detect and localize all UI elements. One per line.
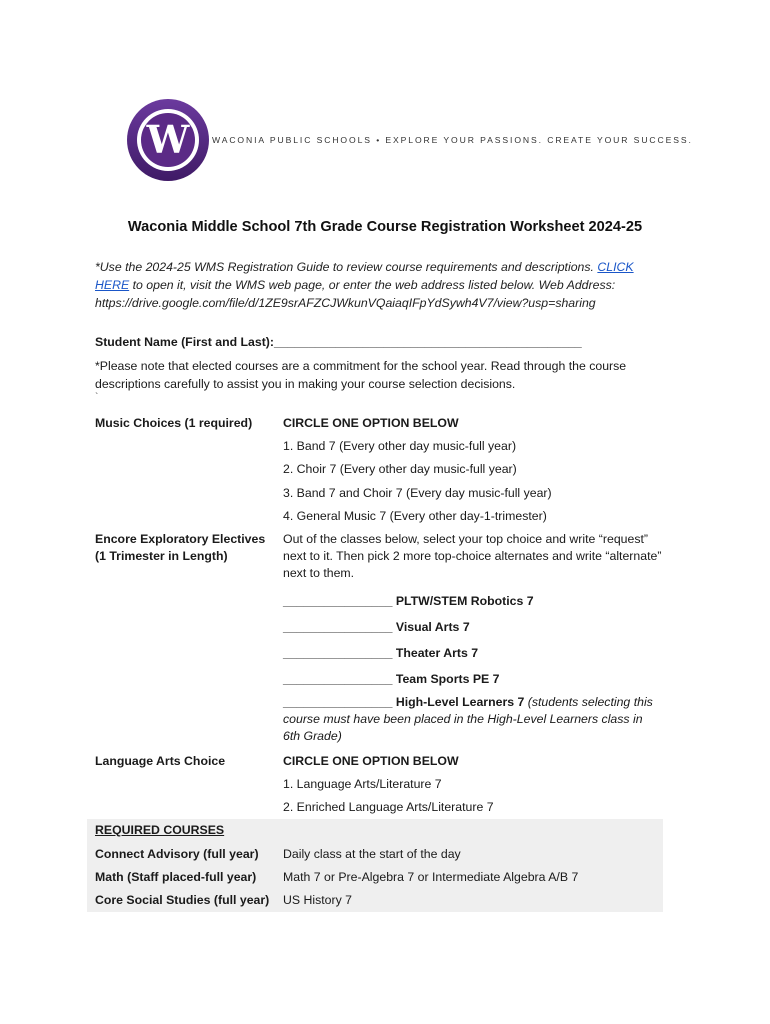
intro-text: *Use the 2024-25 WMS Registration Guide to review course requirements and descriptions. CLICK HERE to open it, visit the WMS web page, or enter the web address listed below. Web Address: https://drive.google.com/file/d/1ZE9srAFZCJWkunVQaiaqIFpYdSywh4V7/view?usp=sharing: [95, 260, 634, 310]
music-option-band-choir[interactable]: 3. Band 7 and Choir 7 (Every day music-full year): [283, 486, 552, 500]
school-tagline: WACONIA PUBLIC SCHOOLS • EXPLORE YOUR PASSIONS. CREATE YOUR SUCCESS.: [212, 135, 693, 145]
music-option-band[interactable]: 1. Band 7 (Every other day music-full year): [283, 439, 517, 453]
page-title: Waconia Middle School 7th Grade Course Registration Worksheet 2024-25: [127, 219, 643, 235]
music-instruction: CIRCLE ONE OPTION BELOW: [283, 416, 459, 430]
encore-item-team-sports[interactable]: ________________ Team Sports PE 7: [283, 672, 500, 686]
music-option-general[interactable]: 4. General Music 7 (Every other day-1-trimester): [283, 509, 547, 523]
required-value-social-studies: US History 7: [283, 893, 353, 907]
required-label-social-studies: Core Social Studies (full year): [95, 893, 270, 907]
required-label-math: Math (Staff placed-full year): [95, 870, 257, 884]
click-here-link[interactable]: CLICK HERE: [95, 260, 634, 292]
required-value-math: Math 7 or Pre-Algebra 7 or Intermediate Algebra A/B 7: [283, 870, 579, 884]
stray-mark: `: [95, 392, 99, 403]
language-arts-label: Language Arts Choice: [95, 754, 226, 768]
required-label-advisory: Connect Advisory (full year): [95, 847, 259, 861]
encore-item-high-level-learners[interactable]: ________________ High-Level Learners 7 (students selecting this course must have been placed in the High-Level Learners class in 6th Grade): [283, 695, 653, 743]
encore-item-robotics[interactable]: ________________ PLTW/STEM Robotics 7: [283, 594, 534, 608]
commitment-note: *Please note that elected courses are a commitment for the school year. Read through the course descriptions carefully to assist you in making your course selection decisions.: [95, 359, 627, 391]
svg-text:W: W: [146, 117, 190, 162]
language-arts-option-enriched[interactable]: 2. Enriched Language Arts/Literature 7: [283, 800, 494, 814]
encore-label: Encore Exploratory Electives (1 Trimester in Length): [95, 532, 266, 563]
required-courses-heading: REQUIRED COURSES: [95, 823, 225, 837]
encore-item-visual-arts[interactable]: ________________ Visual Arts 7: [283, 620, 470, 634]
waconia-logo-icon: [126, 98, 210, 182]
music-choices-label: Music Choices (1 required): [95, 416, 253, 430]
student-name-field[interactable]: Student Name (First and Last):_____________________________________________: [95, 335, 582, 349]
language-arts-option-standard[interactable]: 1. Language Arts/Literature 7: [283, 777, 442, 791]
encore-item-theater-arts[interactable]: ________________ Theater Arts 7: [283, 646, 479, 660]
required-value-advisory: Daily class at the start of the day: [283, 847, 461, 861]
language-arts-instruction: CIRCLE ONE OPTION BELOW: [283, 754, 459, 768]
music-option-choir[interactable]: 2. Choir 7 (Every other day music-full year): [283, 462, 517, 476]
encore-instruction: Out of the classes below, select your top choice and write “request” next to it. Then pick 2 more top-choice alternates and write “alternate” next to them.: [283, 532, 662, 580]
